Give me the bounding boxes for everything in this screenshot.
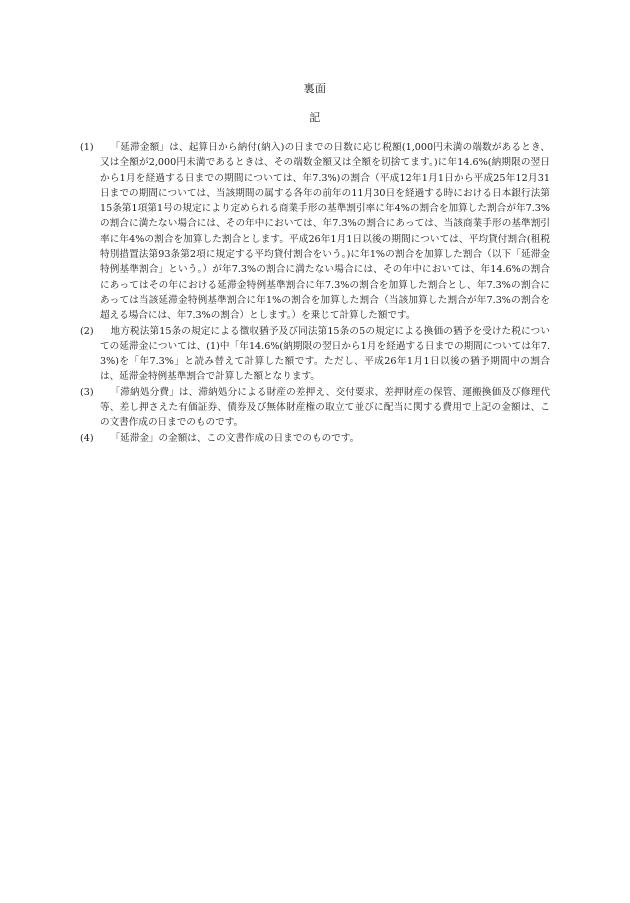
list-item	[80, 385, 550, 431]
list-item	[80, 140, 550, 324]
item-text: 「滞納処分費」は、滞納処分による財産の差押え、交付要求、差押財産の保管、運搬換価及び修理代等、差し押さえた有価証券、債券及び無体財産権の取立て並びに配当に関する費用で上記の金額は、この文書作成の日までのものです。	[100, 386, 550, 429]
item-text: 地方税法第15条の規定による徴収猶予及び同法第15条の5の規定による換価の猶予を受けた税についての延滞金については、(1)中「年14.6%(納期限の翌日から1月を経過する日までの期間については年7.3%)を「年7.3%」と読み替えて計算した額です。ただし、平成26年1月1日以後の猶予期間中の割合は、延滞金特例基準割合で計算した額となります。	[100, 325, 550, 383]
item-text: 「延滞金額」は、起算日から納付(納入)の日までの日数に応じ税額(1,000円未満の端数があるとき、又は全額が2,000円未満であるときは、その端数金額又は全額を切捨てます。)に年14.6%(納期限の翌日から1月を経過する日までの期間については、年7.3%)の割合（平成12年1月1日から平成25年12月31日までの期間については、当該期間の属する各年の前年の11月30日を経過する時における日本銀行法第15条第1項第1号の規定により定められる商業手形の基準割引率に年4%の割合を加算した割合が年7.3%の割合に満たない場合には、その年中においては、年7.3%の割合にあっては、当該商業手形の基準割引率に年4%の割合を加算した割合とします。平成26年1月1日以後の期間については、平均貸付割合(租税特別措置法第93条第2項に規定する平均貸付割合をいう。)に年1%の割合を加算した割合（以下「延滞金特例基準割合」という。）が年7.3%の割合に満たない場合には、その年中においては、年14.6%の割合にあってはその年における延滞金特例基準割合に年7.3%の割合を加算した割合とし、年7.3%の割合にあっては当該延滞金特例基準割合に年1%の割合を加算した割合（当該加算した割合が年7.3%の割合を超える場合には、年7.3%の割合）とします。）を乗じて計算した額です。	[100, 142, 550, 322]
item-number: (3)	[80, 386, 94, 398]
item-number: (2)	[80, 325, 94, 337]
notes-list	[80, 140, 550, 446]
document-subtitle: 記	[309, 111, 321, 124]
item-text: 「延滞金」の金額は、この文書作成の日までのものです。	[110, 432, 360, 444]
document-title: 裏面	[303, 82, 327, 95]
list-item	[80, 431, 550, 446]
list-item	[80, 324, 550, 385]
item-number: (4)	[80, 432, 94, 444]
item-number: (1)	[80, 142, 94, 153]
